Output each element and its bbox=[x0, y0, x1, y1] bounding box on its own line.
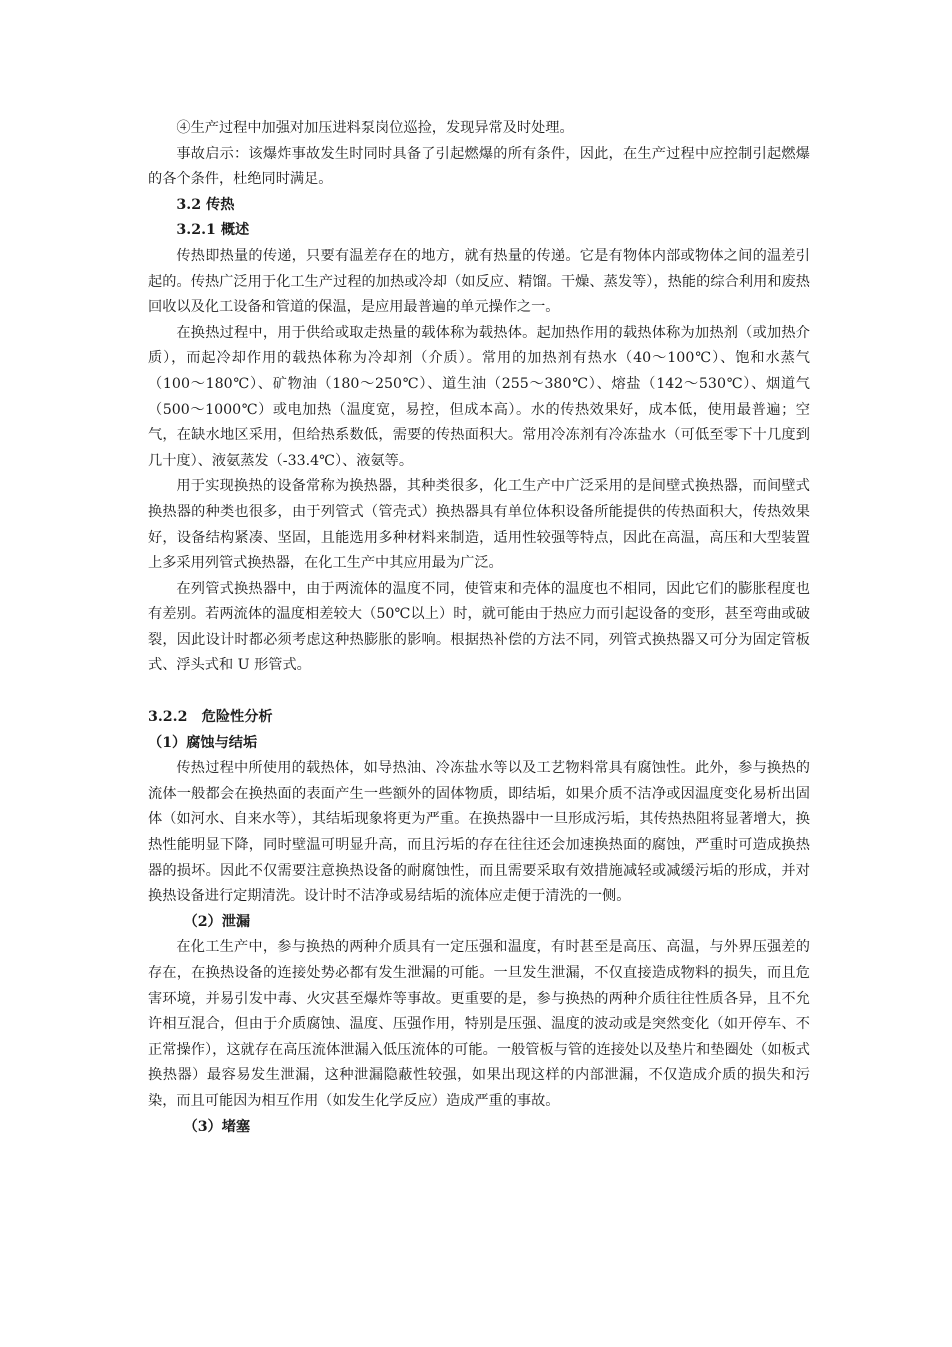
heading-3-2: 3.2 传热 bbox=[176, 196, 235, 213]
paragraph-measure-4: ④生产过程中加强对加压进料泵岗位巡捡，发现异常及时处理。 bbox=[176, 120, 574, 136]
paragraph-heat-transfer-intro: 传热即热量的传递，只要有温差存在的地方，就有热量的传递。它是有物体内部或物体之间的温差引起的。传热广泛用于化工生产过程的加热或冷却（如反应、精馏。干燥、蒸发等），热能的综合利用和废热回收以及化工设备和管道的保温，是应用最普遍的单元操作之一。 bbox=[148, 247, 810, 316]
paragraph-heat-carrier: 在换热过程中，用于供给或取走热量的载体称为载热体。起加热作用的载热体称为加热剂（或加热介质），而起冷却作用的载热体称为冷却剂（介质）。常用的加热剂有热水（40～100℃）、饱和水蒸气（100～180℃）、矿物油（180～250℃）、道生油（255～380℃）、熔盐（142～530℃）、烟道气（500～1000℃）或电加热（温度宽，易控，但成本高）。水的传热效果好，成本低，使用最普遍；空气，在缺水地区采用，但给热系数低，需要的传热面积大。常用冷冻剂有冷冻盐水（可低至零下十几度到几十度）、液氨蒸发（-33.4℃）、液氨等。 bbox=[148, 324, 810, 469]
document-page bbox=[148, 116, 810, 1140]
heading-blockage: （3）堵塞 bbox=[183, 1118, 251, 1135]
section-spacer bbox=[148, 679, 810, 705]
heading-3-2-1: 3.2.1 概述 bbox=[176, 222, 250, 239]
heading-3-2-2: 3.2.2 危险性分析 bbox=[148, 709, 273, 726]
paragraph-corrosion: 传热过程中所使用的载热体，如导热油、冷冻盐水等以及工艺物料常具有腐蚀性。此外，参与换热的流体一般都会在换热面的表面产生一些额外的固体物质，即结垢，如果介质不洁净或因温度变化易析出固体（如河水、自来水等），其结垢现象将更为严重。在换热器中一旦形成污垢，其传热热阻将显著增大，换热性能明显下降，同时壁温可明显升高，而且污垢的存在往往还会加速换热面的腐蚀，严重时可造成换热器的损坏。因此不仅需要注意换热设备的耐腐蚀性，而且需要采取有效措施减轻或减缓污垢的形成，并对换热设备进行定期清洗。设计时不洁净或易结垢的流体应走便于清洗的一侧。 bbox=[148, 760, 810, 905]
paragraph-tube-exchanger: 在列管式换热器中，由于两流体的温度不同，使管束和壳体的温度也不相同，因此它们的膨胀程度也有差别。若两流体的温度相差较大（50℃以上）时，就可能由于热应力而引起设备的变形，甚至弯曲或破裂，因此设计时都必须考虑这种热膨胀的影响。根据热补偿的方法不同，列管式换热器又可分为固定管板式、浮头式和 U 形管式。 bbox=[148, 580, 810, 674]
paragraph-accident-lesson: 事故启示：该爆炸事故发生时同时具备了引起燃爆的所有条件，因此，在生产过程中应控制引起燃爆的各个条件，杜绝同时满足。 bbox=[148, 145, 810, 188]
paragraph-heat-exchanger: 用于实现换热的设备常称为换热器，其种类很多，化工生产中广泛采用的是间壁式换热器，而间壁式换热器的种类也很多，由于列管式（管壳式）换热器具有单位体积设备所能提供的传热面积大，传热效果好，设备结构紧凑、坚固，且能选用多种材料来制造，适用性较强等特点，因此在高温，高压和大型装置上多采用列管式换热器，在化工生产中其应用最为广泛。 bbox=[148, 478, 810, 572]
heading-corrosion-scaling: （1）腐蚀与结垢 bbox=[148, 734, 258, 751]
heading-leakage: （2）泄漏 bbox=[183, 913, 251, 930]
paragraph-leakage: 在化工生产中，参与换热的两种介质具有一定压强和温度，有时甚至是高压、高温，与外界压强差的存在，在换热设备的连接处势必都有发生泄漏的可能。一旦发生泄漏，不仅直接造成物料的损失，而且危害环境，并易引发中毒、火灾甚至爆炸等事故。更重要的是，参与换热的两种介质往往性质各异，且不允许相互混合，但由于介质腐蚀、温度、压强作用，特别是压强、温度的波动或是突然变化（如开停车、不正常操作），这就存在高压流体泄漏入低压流体的可能。一般管板与管的连接处以及垫片和垫圈处（如板式换热器）最容易发生泄漏，这种泄漏隐蔽性较强，如果出现这样的内部泄漏，不仅造成介质的损失和污染，而且可能因为相互作用（如发生化学反应）造成严重的事故。 bbox=[148, 939, 810, 1109]
